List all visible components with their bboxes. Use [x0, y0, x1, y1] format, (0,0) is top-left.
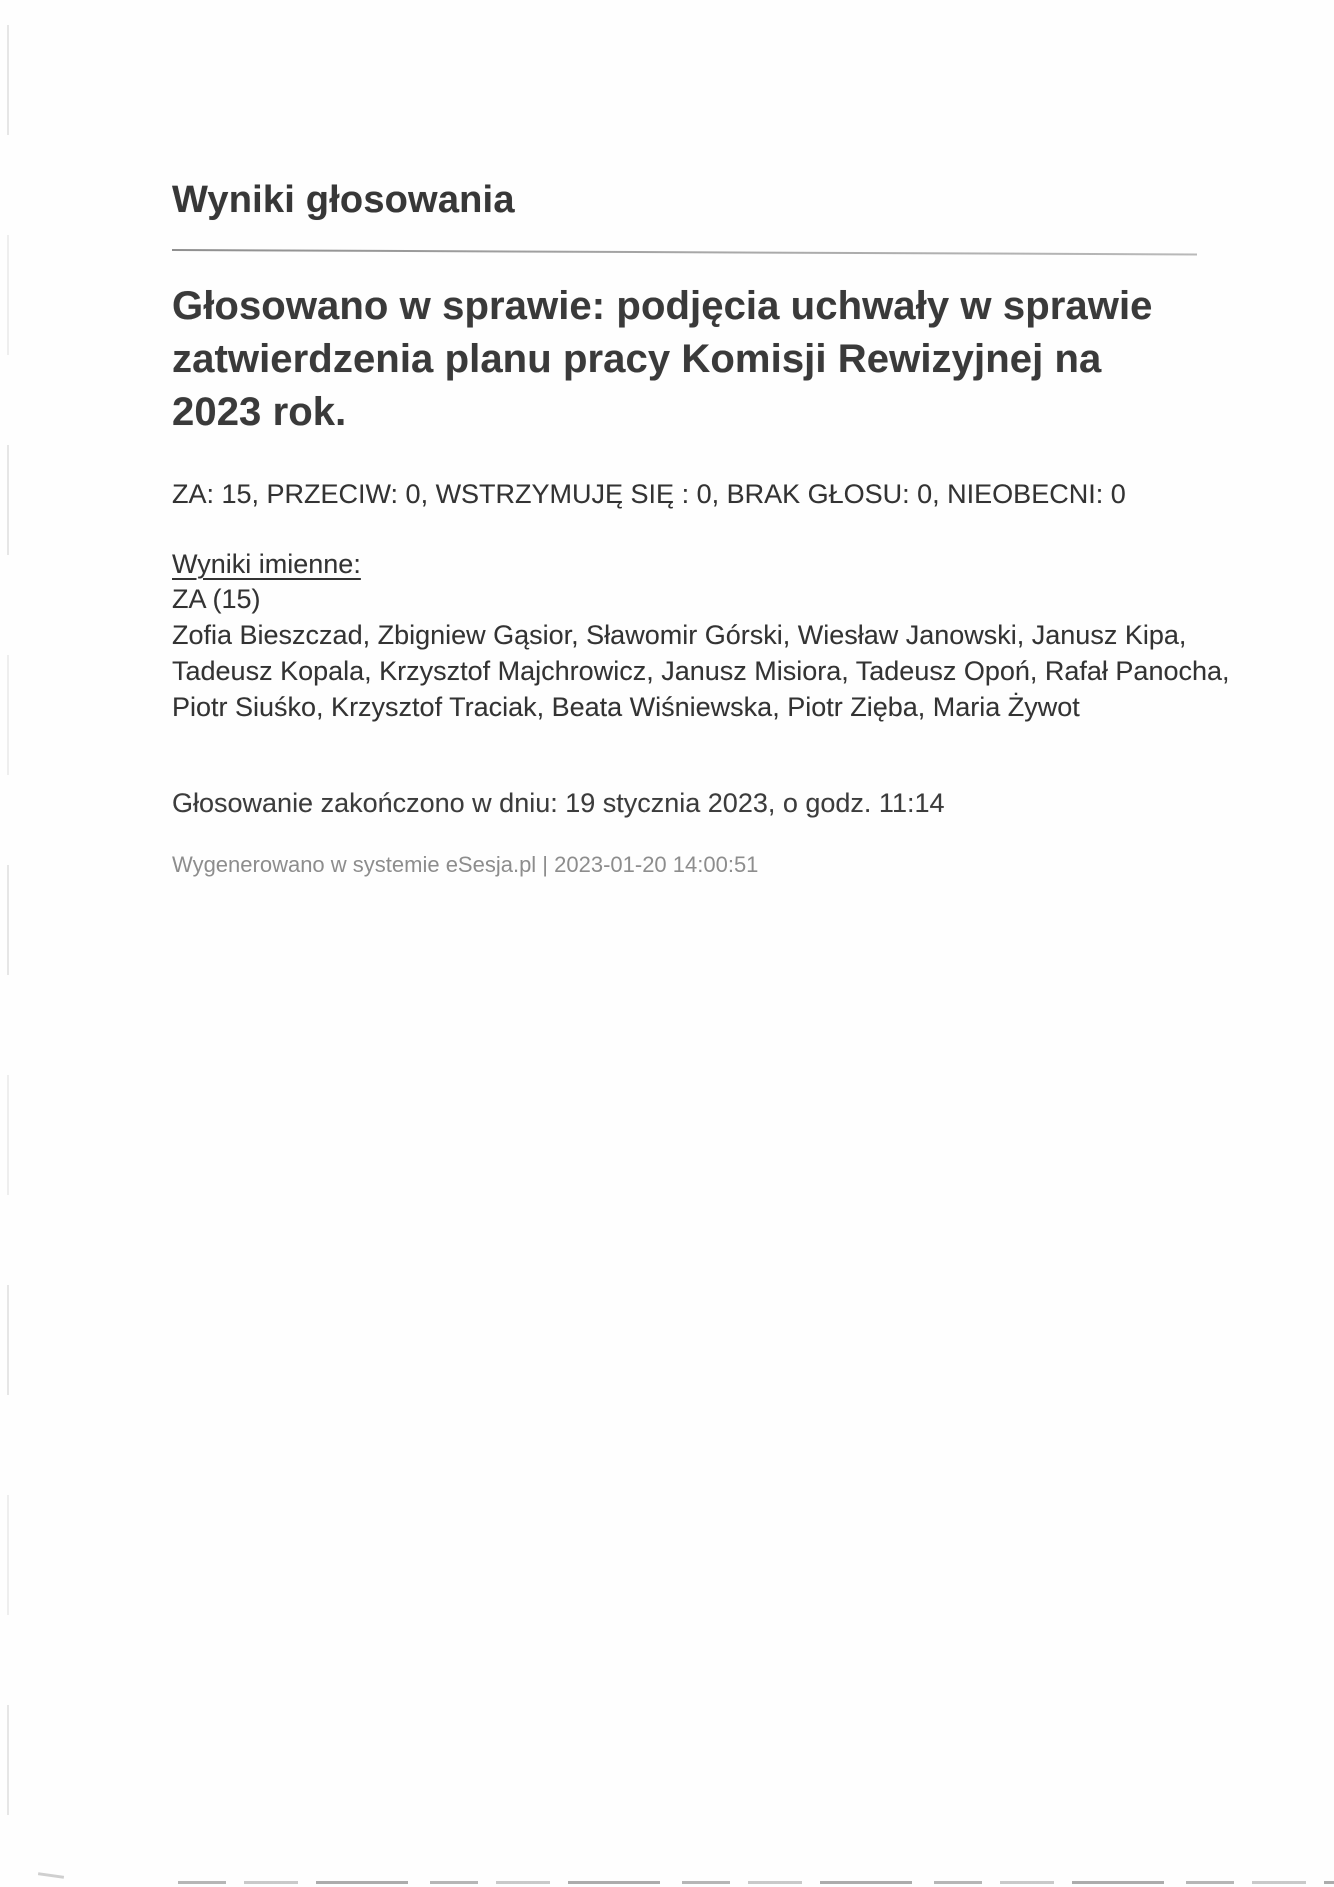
scan-speck-artifact [38, 1872, 64, 1879]
vote-summary: ZA: 15, PRZECIW: 0, WSTRZYMUJĘ SIĘ : 0, BRAK GŁOSU: 0, NIEOBECNI: 0 [172, 479, 1126, 509]
voter-names-line-2: Tadeusz Kopala, Krzysztof Majchrowicz, Janusz Misiora, Tadeusz Opoń, Rafał Panocha, [172, 656, 1230, 686]
named-results-heading: Wyniki imienne: [172, 549, 361, 579]
scan-bottom-edge-artifact [178, 1881, 1334, 1884]
page-title: Wyniki głosowania [172, 179, 515, 221]
voting-subject-line-3: 2023 rok. [172, 390, 347, 434]
voting-subject-line-1: Głosowano w sprawie: podjęcia uchwały w sprawie [172, 284, 1153, 328]
document-content [172, 0, 1230, 879]
voter-names-line-1: Zofia Bieszczad, Zbigniew Gąsior, Sławomir Górski, Wiesław Janowski, Janusz Kipa, [172, 620, 1187, 650]
voting-subject-line-2: zatwierdzenia planu pracy Komisji Rewizyjnej na [172, 337, 1102, 381]
title-divider [172, 249, 1197, 255]
voting-subject-heading [172, 280, 1207, 439]
voter-names-list [172, 617, 1230, 725]
voting-closed-timestamp: Głosowanie zakończono w dniu: 19 stycznia 2023, o godz. 11:14 [172, 788, 945, 818]
scan-left-edge-artifact [7, 25, 9, 1862]
voter-names-line-3: Piotr Siuśko, Krzysztof Traciak, Beata Wiśniewska, Piotr Zięba, Maria Żywot [172, 692, 1080, 722]
vote-group-label: ZA (15) [172, 584, 261, 614]
generated-footer: Wygenerowano w systemie eSesja.pl | 2023-01-20 14:00:51 [172, 852, 759, 877]
